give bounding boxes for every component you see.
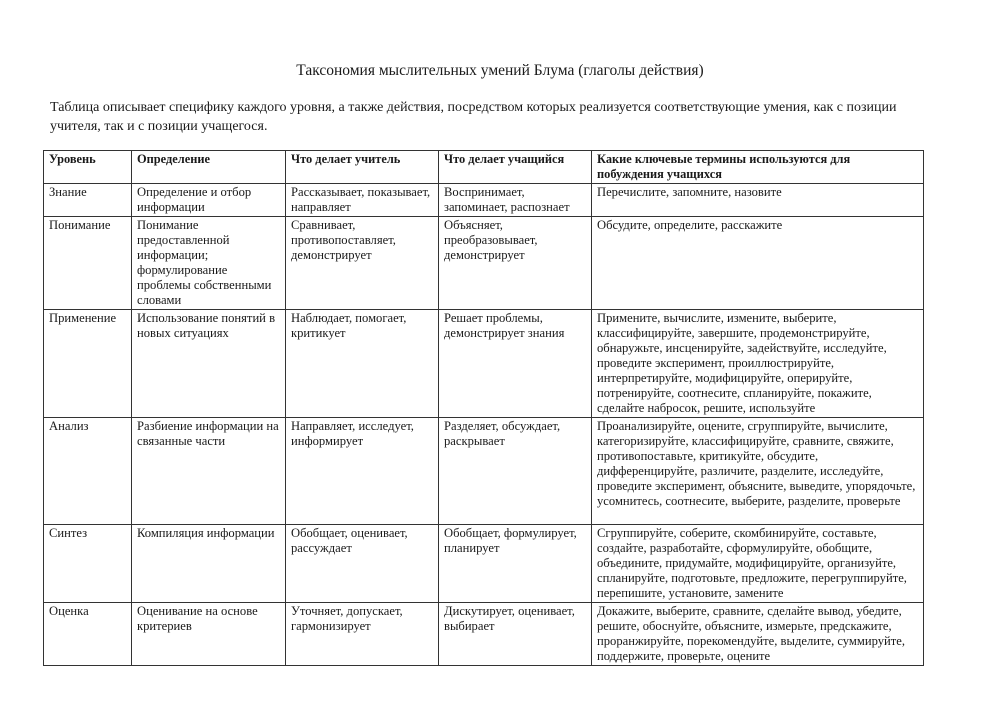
cell-definition: Разбиение информации на связанные части [132,418,286,525]
cell-definition: Определение и отбор информации [132,184,286,217]
table-row [44,217,924,310]
cell-key-terms: Докажите, выберите, сравните, сделайте вывод, убедите, решите, обоснуйте, объясните, измерьте, предскажите, проранжируйте, порекомендуйте, выделите, суммируйте, поддержите, проверьте, оцените [592,603,924,666]
cell-student: Дискутирует, оценивает, выбирает [439,603,592,666]
cell-definition: Понимание предоставленной информации; формулирование проблемы собственными словами [132,217,286,310]
cell-key-terms: Перечислите, запомните, назовите [592,184,924,217]
table-row [44,310,924,418]
cell-level: Применение [44,310,132,418]
cell-teacher: Направляет, исследует, информирует [286,418,439,525]
cell-key-terms: Проанализируйте, оцените, сгруппируйте, вычислите, категоризируйте, классифицируйте, сравните, свяжите, противопоставьте, критикуйте, обсудите, дифференцируйте, различите, разделите, исследуйте, проведите эксперимент, объясните, выведите, упорядочьте, усомнитесь, соотнесите, выберите, разделите, проверьте [592,418,924,525]
cell-teacher: Рассказывает, показывает, направляет [286,184,439,217]
table-header-row [44,151,924,184]
cell-level: Знание [44,184,132,217]
table-row [44,184,924,217]
cell-definition: Оценивание на основе критериев [132,603,286,666]
cell-teacher: Наблюдает, помогает, критикует [286,310,439,418]
cell-level: Оценка [44,603,132,666]
cell-key-terms: Сгруппируйте, соберите, скомбинируйте, составьте, создайте, разработайте, сформулируйте, обобщите, объедините, придумайте, модифицируйте, организуйте, спланируйте, подготовьте, предложите, перегруппируйте, перепишите, установите, замените [592,525,924,603]
cell-teacher: Обобщает, оценивает, рассуждает [286,525,439,603]
table-row [44,418,924,525]
document-title: Таксономия мыслительных умений Блума (глаголы действия) [296,62,704,79]
table-row [44,603,924,666]
cell-definition: Использование понятий в новых ситуациях [132,310,286,418]
cell-key-terms: Обсудите, определите, расскажите [592,217,924,310]
header-key-terms: Какие ключевые термины используются для побуждения учащихся [592,151,924,184]
cell-teacher: Сравнивает, противопоставляет, демонстрирует [286,217,439,310]
cell-student: Воспринимает, запоминает, распознает [439,184,592,217]
cell-student: Объясняет, преобразовывает, демонстрирует [439,217,592,310]
header-definition: Определение [132,151,286,184]
header-student: Что делает учащийся [439,151,592,184]
table-row [44,525,924,603]
cell-student: Разделяет, обсуждает, раскрывает [439,418,592,525]
taxonomy-table [43,150,924,666]
cell-teacher: Уточняет, допускает, гармонизирует [286,603,439,666]
cell-student: Решает проблемы, демонстрирует знания [439,310,592,418]
header-teacher: Что делает учитель [286,151,439,184]
cell-definition: Компиляция информации [132,525,286,603]
cell-key-terms: Примените, вычислите, измените, выберите, классифицируйте, завершите, продемонстрируйте, обнаружьте, инсценируйте, задействуйте, исследуйте, проведите эксперимент, проиллюстрируйте, интерпретируйте, модифицируйте, оперируйте, потренируйте, соотнесите, спланируйте, покажите, сделайте набросок, решите, используйте [592,310,924,418]
cell-level: Анализ [44,418,132,525]
cell-student: Обобщает, формулирует, планирует [439,525,592,603]
intro-paragraph: Таблица описывает специфику каждого уровня, а также действия, посредством которых реализуется соответствующие умения, как с позиции учителя, так и с позиции учащегося. [50,100,897,134]
cell-level: Понимание [44,217,132,310]
cell-level: Синтез [44,525,132,603]
header-level: Уровень [44,151,132,184]
